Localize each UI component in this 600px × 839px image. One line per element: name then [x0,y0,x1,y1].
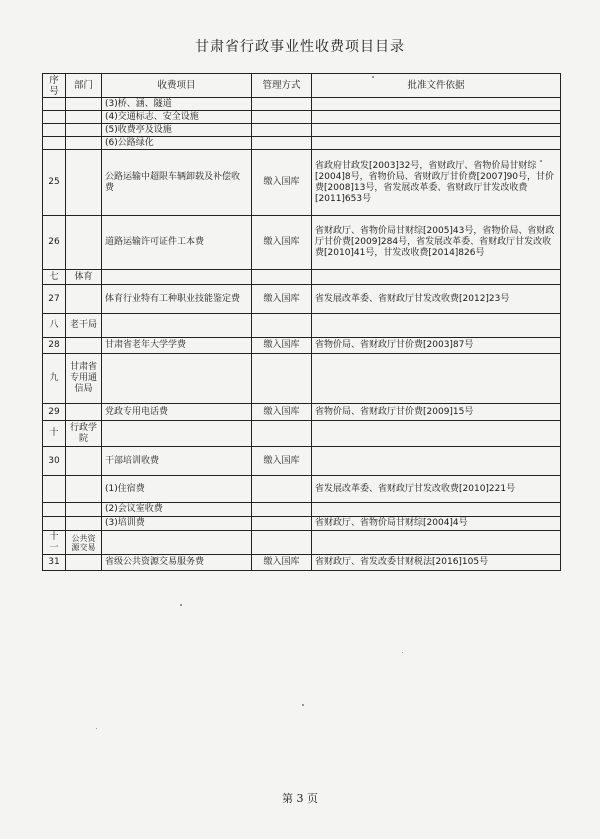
header-dept: 部门 [66,74,102,98]
cell-dept: 老干局 [66,314,102,338]
cell-mgmt [252,314,312,338]
table-row [43,124,561,137]
section-row [43,354,561,404]
cell-basis: 省物价局、省财政厅甘价费[2003]87号 [312,338,561,354]
cell-mgmt [252,270,312,285]
cell-dept [66,111,102,124]
cell-mgmt [252,503,312,517]
cell-item: 干部培训收费 [102,447,252,476]
scan-noise [402,652,403,653]
scan-noise [302,704,304,706]
table-row [43,285,561,314]
cell-item: 甘肃省老年大学学费 [102,338,252,354]
cell-basis [312,421,561,447]
cell-dept [66,404,102,421]
scan-noise [96,728,97,729]
table-row [43,216,561,270]
scan-noise [372,76,374,78]
cell-item: (3)培训费 [102,517,252,531]
cell-mgmt: 缴入国库 [252,285,312,314]
cell-mgmt [252,531,312,555]
cell-no [43,503,66,517]
cell-basis: 省财政厅、省物价局甘财综[2004]4号 [312,517,561,531]
cell-no [43,137,66,150]
header-item: 收费项目 [102,74,252,98]
cell-basis: 省发展改革委、省财政厅甘发改收费[2010]221号 [312,476,561,503]
cell-item: 道路运输许可证件工本费 [102,216,252,270]
cell-basis: 省物价局、省财政厅甘价费[2009]15号 [312,404,561,421]
cell-no [43,98,66,111]
cell-item [102,421,252,447]
table-row [43,150,561,216]
table-row [43,517,561,531]
cell-basis [312,447,561,476]
cell-item: (4)交通标志、安全设施 [102,111,252,124]
cell-mgmt: 缴入国库 [252,404,312,421]
cell-dept: 体育 [66,270,102,285]
page-number: 第 3 页 [282,792,318,805]
cell-no: 30 [43,447,66,476]
cell-dept [66,150,102,216]
table-row [43,137,561,150]
table-row [43,404,561,421]
cell-mgmt: 缴入国库 [252,555,312,571]
cell-item: (1)住宿费 [102,476,252,503]
cell-dept [66,447,102,476]
table-header-row [43,74,561,98]
cell-dept [66,476,102,503]
cell-no: 八 [43,314,66,338]
cell-mgmt [252,111,312,124]
cell-dept [66,285,102,314]
cell-no [43,124,66,137]
scan-noise [180,604,182,606]
cell-no: 九 [43,354,66,404]
cell-dept [66,517,102,531]
table-row [43,476,561,503]
header-no: 序号 [43,74,66,98]
table-row [43,447,561,476]
cell-mgmt [252,354,312,404]
cell-basis: 省财政厅、省发改委甘财税法[2016]105号 [312,555,561,571]
header-basis: 批准文件依据 [312,74,561,98]
cell-basis [312,314,561,338]
section-row [43,314,561,338]
cell-mgmt [252,98,312,111]
cell-item: (2)会议室收费 [102,503,252,517]
cell-no: 26 [43,216,66,270]
cell-dept [66,338,102,354]
cell-item: 省级公共资源交易服务费 [102,555,252,571]
cell-dept [66,98,102,111]
cell-basis: 省政府甘政发[2003]32号，省财政厅、省物价局甘财综[2004]8号，省物价局、省财政厅甘价费[2007]90号，甘价费[2008]13号，省发展改革委、省财政厅甘发改收费[2011]653号 [312,150,561,216]
cell-dept: 公共资源交易 [66,531,102,555]
cell-basis [312,270,561,285]
section-row [43,421,561,447]
cell-item: 体育行业特有工种职业技能鉴定费 [102,285,252,314]
fee-table [42,73,561,571]
cell-dept: 行政学院 [66,421,102,447]
cell-no: 十 [43,421,66,447]
cell-no: 28 [43,338,66,354]
cell-basis [312,503,561,517]
cell-no: 31 [43,555,66,571]
cell-item: (5)收费亭及设施 [102,124,252,137]
cell-mgmt: 缴入国库 [252,150,312,216]
page-title: 甘肃省行政事业性收费项目目录 [195,39,405,55]
cell-no: 25 [43,150,66,216]
cell-no [43,517,66,531]
cell-item [102,314,252,338]
section-row [43,531,561,555]
cell-dept [66,124,102,137]
cell-no: 十一 [43,531,66,555]
cell-dept [66,216,102,270]
cell-dept: 甘肃省专用通信局 [66,354,102,404]
cell-mgmt: 缴入国库 [252,338,312,354]
cell-basis [312,531,561,555]
cell-mgmt [252,137,312,150]
cell-basis [312,124,561,137]
cell-basis: 省财政厅、省物价局甘财综[2005]43号，省物价局、省财政厅甘价费[2009]284号，省发展改革委、省财政厅甘发改收费[2010]41号，甘发改收费[2014]826号 [312,216,561,270]
cell-basis: 省发展改革委、省财政厅甘发改收费[2012]23号 [312,285,561,314]
table-row [43,503,561,517]
cell-item [102,354,252,404]
cell-item: 公路运输中超限车辆卸载及补偿收费 [102,150,252,216]
cell-dept [66,503,102,517]
cell-mgmt: 缴入国库 [252,216,312,270]
cell-basis [312,354,561,404]
cell-item [102,270,252,285]
cell-no: 27 [43,285,66,314]
cell-item: (3)桥、涵、隧道 [102,98,252,111]
cell-mgmt [252,421,312,447]
table-row [43,98,561,111]
table-row [43,111,561,124]
cell-basis [312,111,561,124]
cell-item: 党政专用电话费 [102,404,252,421]
cell-basis [312,98,561,111]
cell-mgmt [252,476,312,503]
cell-basis [312,137,561,150]
cell-no [43,111,66,124]
table-row [43,338,561,354]
cell-no: 七 [43,270,66,285]
cell-mgmt [252,124,312,137]
section-row [43,270,561,285]
scan-noise [540,160,542,162]
cell-item: (6)公路绿化 [102,137,252,150]
cell-mgmt: 缴入国库 [252,447,312,476]
cell-item [102,531,252,555]
cell-no: 29 [43,404,66,421]
cell-dept [66,555,102,571]
cell-no [43,476,66,503]
cell-dept [66,137,102,150]
cell-mgmt [252,517,312,531]
header-mgmt: 管理方式 [252,74,312,98]
table-row [43,555,561,571]
